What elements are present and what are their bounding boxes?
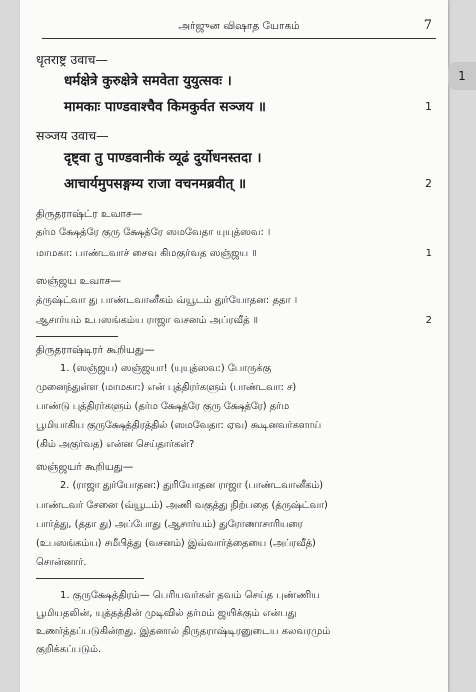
commentary-heading-2: ஸஞ்ஜயர் கூறியது— xyxy=(36,461,134,473)
commentary-1-line-2: முனைந்துள்ள (மாமகா:) என் புத்திரர்களும் (பாண்டவா: ச) xyxy=(36,382,297,393)
commentary-1-line-4: பூமியாகிய குருக்ஷேத்திரத்தில் (ஸமவேதா: ஏவ) கூடினவர்களாய் xyxy=(36,420,322,431)
commentary-2-line-4: (உபஸங்கம்ய) சமீபித்து (வசனம்) இவ்வார்த்தையை (அப்ரவீத்) xyxy=(36,538,316,549)
chapter-title: அர்ஜுன விஷாத யோகம் xyxy=(178,20,300,32)
tamil-speaker-1: திருதராஷ்ட்ர உவாச— xyxy=(36,208,143,220)
sanskrit-verse-2-number: 2 xyxy=(425,177,432,190)
footnote-line-2: பூமியதலின், யுத்தத்தின் முடிவில் தர்மம் ஜயிக்கும் என்பது xyxy=(36,608,297,619)
sanskrit-verse-1-number: 1 xyxy=(425,100,432,113)
tamil-verse-1-number: 1 xyxy=(425,248,432,259)
footnote-divider xyxy=(36,578,144,579)
sanskrit-verse-1-line-2: मामकाः पाण्डवाश्चैव किमकुर्वत सञ्जय ॥ xyxy=(64,99,266,115)
sanskrit-speaker-2: सञ्जय उवाच— xyxy=(36,128,109,143)
commentary-1-line-1: 1. (ஸஞ்ஜய) ஸஞ்ஜயா! (யுயுத்ஸவ:) போருக்கு xyxy=(60,363,272,374)
tamil-speaker-2: ஸஞ்ஜய உவாச— xyxy=(36,275,122,287)
running-header xyxy=(42,20,436,39)
footnote-line-3: உணர்த்தப்படுகின்றது. இதனால் திருதராஷ்டிரனுடைய கலவரமும் xyxy=(36,626,331,637)
chapter-tab[interactable]: 1 xyxy=(448,62,476,90)
tamil-verse-1-line-1: தர்ம க்ஷேத்ரே குரு க்ஷேத்ரே ஸமவேதா யுயுத்ஸவ: । xyxy=(36,227,271,238)
sanskrit-verse-1-line-1: धर्मक्षेत्रे कुरुक्षेत्रे समवेता युयुत्सवः । xyxy=(64,73,232,89)
section-divider xyxy=(36,336,118,337)
commentary-2-line-2: பாண்டவர் சேனை (வ்யூடம்) அணி வகுத்து நிற்பதை (த்ருஷ்ட்வா) xyxy=(36,500,328,511)
tamil-verse-2-number: 2 xyxy=(425,315,432,326)
footnote-line-1: 1. குருக்ஷேத்திரம்— பெரியவர்கள் தவம் செய்த புண்ணிய xyxy=(60,590,320,601)
tamil-verse-2-line-2: ஆசார்யம் உபஸங்கம்ய ராஜா வசனம் அப்ரவீத் ॥ xyxy=(36,315,259,326)
footnote-line-4: குறிக்கப்படும். xyxy=(36,644,102,655)
commentary-heading-1: திருதராஷ்டிரர் கூறியது— xyxy=(36,344,155,356)
sanskrit-verse-2-line-2: आचार्यमुपसङ्गम्य राजा वचनमब्रवीत् ॥ xyxy=(64,176,247,192)
tamil-verse-1-line-2: மாமகா: பாண்டவாச் சைவ கிமகுர்வத ஸஞ்ஜய ॥ xyxy=(36,248,257,259)
sanskrit-verse-2-line-1: दृष्ट्वा तु पाण्डवानीकं व्यूढं दुर्योधनस्तदा । xyxy=(64,150,262,166)
commentary-2-line-5: சொன்னார். xyxy=(36,557,87,568)
page-number: 7 xyxy=(423,18,432,33)
commentary-2-line-1: 2. (ராஜா துர்யோதன:) துரியோதன ராஜா (பாண்டவானீகம்) xyxy=(60,480,324,491)
tamil-verse-2-line-1: த்ருஷ்ட்வா து பாண்டவானீகம் வ்யூடம் துர்யோதன: ததா । xyxy=(36,295,298,306)
sanskrit-speaker-1: धृतराष्ट्र उवाच— xyxy=(36,52,108,67)
commentary-1-line-5: (கிம் அகுர்வத) என்ன செய்தார்கள்? xyxy=(36,439,195,450)
commentary-1-line-3: பாண்டு புத்திரர்களும் (தர்ம க்ஷேத்ரே குரு க்ஷேத்ரே) தர்ம xyxy=(36,401,290,412)
book-page xyxy=(20,0,448,692)
commentary-2-line-3: பார்த்து, (ததா து) அப்போது (ஆசார்யம்) துரோணாசாரியரை xyxy=(36,519,303,530)
